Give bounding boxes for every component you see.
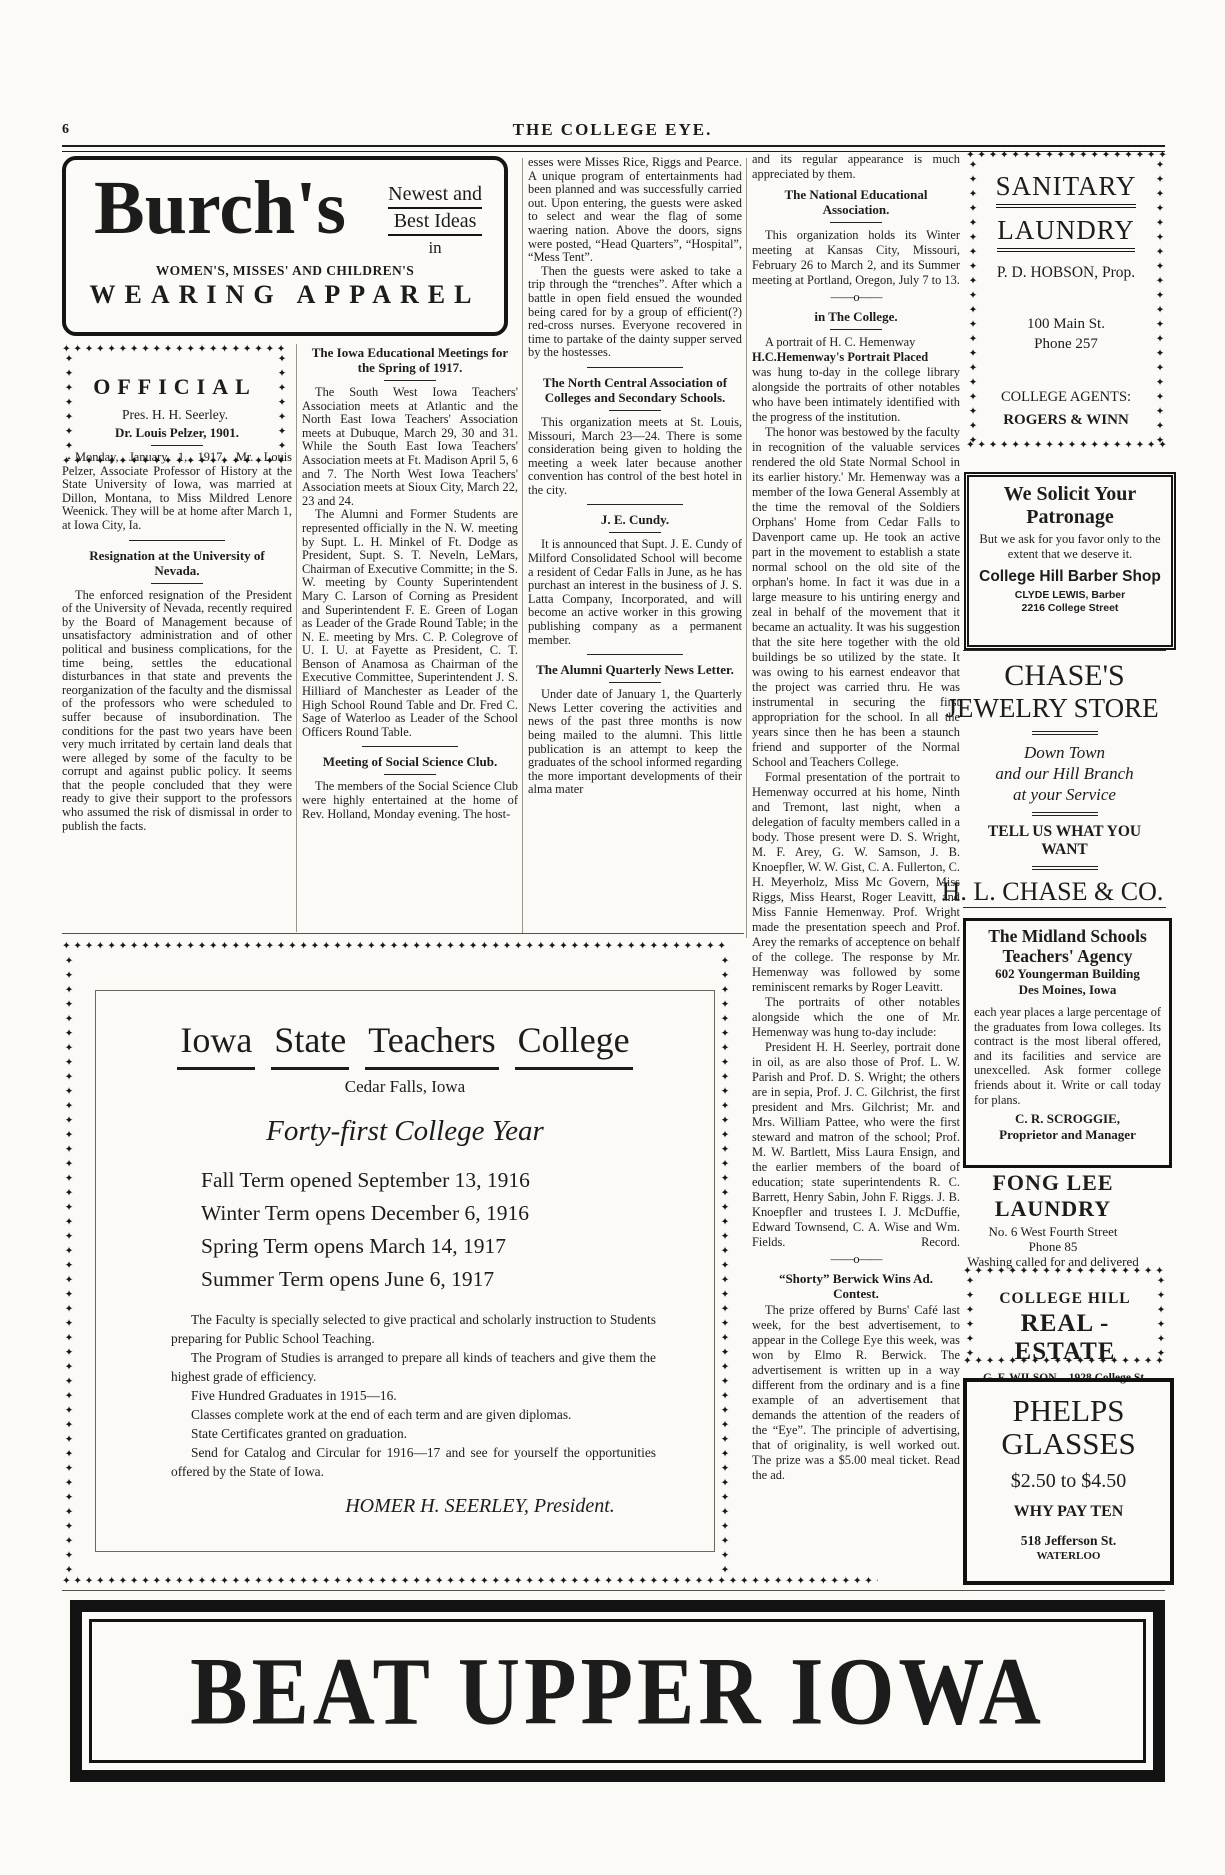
barber-name: CLYDE LEWIS, Barber: [1014, 589, 1126, 601]
burchs-tag-line1: Newest and: [388, 182, 482, 209]
barber-body: But we ask for you favor only to the extent that we deserve it.: [979, 532, 1161, 561]
title-word: College: [515, 1020, 633, 1070]
diamond-border-icon: [1154, 1275, 1167, 1359]
chases-tell-line: TELL US WHAT YOU WANT: [987, 823, 1142, 858]
article-heading: The North Central Association of Colleges and Secondary Schools.: [542, 374, 728, 405]
diamond-border-icon: [718, 955, 731, 1577]
masthead-title: THE COLLEGE EYE.: [512, 120, 713, 139]
divider: [609, 682, 661, 683]
chases-tag2: and our Hill Branch: [995, 764, 1134, 783]
article-text: was hung to-day in the college library alongside the portraits of other notables who have been intimately identified with the progress of the institution.: [752, 365, 960, 424]
sanitary-laundry-ad: [966, 150, 1166, 452]
article-paragraph: and its regular appearance is much appreciated by them.: [752, 152, 960, 181]
burchs-ad-subline: WOMEN'S, MISSES' AND CHILDREN'S: [155, 263, 415, 278]
barber-shop-ad: [964, 472, 1176, 650]
divider: [587, 654, 683, 655]
article-paragraph: The South West Iowa Teachers' Association meets at Atlantic and the North East Iowa Teachers' Association meets at Dubuque, March 29, 30 and 31. While the South East Iowa Teachers' Association meets at Ft. Madison April 5, 6 and 7. The North West Iowa Teachers' Association meets at Sioux City, March 22, 23 and 24.: [302, 385, 518, 508]
teachers-college-year: Forty-first College Year: [266, 1115, 544, 1147]
phelps-line2: GLASSES: [1001, 1426, 1136, 1461]
ad-paragraph: Five Hundred Graduates in 1915—16.: [191, 1388, 397, 1403]
ad-paragraph: The Faculty is specially selected to give practical and scholarly instruction to Students preparing for Public School Teaching.: [171, 1312, 656, 1346]
diamond-border-icon: [963, 1275, 976, 1359]
real-estate-line1: COLLEGE HILL: [999, 1290, 1131, 1307]
article-heading: Meeting of Social Science Club.: [322, 754, 498, 770]
article-paragraph: esses were Misses Rice, Riggs and Pearce. A unique program of entertainments had been planned and was successfully carried out. Upon entering, the guests were asked to select and wear the flag of some waering nation. Above the doors, signs were posted, “Head Quarters”, “Hospital”, “Mess Tent”.: [528, 155, 742, 265]
burchs-tag-line3: in: [428, 238, 442, 257]
phelps-glasses-ad: [963, 1378, 1174, 1585]
article-paragraph: The enforced resignation of the President of the University of Nevada, recently required by the Board of Management because of unsatisfactory administration and of other political and business complications, for the time being, settles the educational disturbances in that state and prevents the reorganization of the faculty and the dismissal of the professors who were scheduled to suffer because of insubordination. The conditions for the past two years have been very much irritated by certain land deals that were alleged by some of the faculty to be corrupt and against public policy. It seems that the people concluded that they were ready to give their support to the professors who assumed the risk of dismissal in order to publish the facts.: [62, 587, 292, 833]
teachers-college-signature: [96, 1495, 714, 1518]
gutter-rule: [522, 158, 523, 934]
chases-company: H. L. CHASE & CO.: [941, 877, 1164, 906]
official-title: OFFICIAL: [93, 374, 257, 399]
article-heading: Resignation at the University of Nevada.: [89, 547, 265, 578]
midland-address2: Des Moines, Iowa: [1018, 982, 1117, 997]
beat-upper-iowa-banner: [70, 1600, 1165, 1782]
signature-title: President.: [528, 1495, 615, 1517]
title-word: Teachers: [365, 1020, 498, 1070]
diamond-border-icon: [1153, 159, 1166, 443]
phelps-price: $2.50 to $4.50: [1010, 1470, 1127, 1492]
fong-lee-tag: Washing called for and delivered: [967, 1254, 1139, 1269]
fong-lee-address: No. 6 West Fourth Street: [988, 1224, 1118, 1239]
midland-address1: 602 Youngerman Building: [995, 966, 1140, 981]
chases-tag1: Down Town: [1023, 743, 1106, 762]
divider: [609, 532, 661, 533]
article-heading: Dr. Louis Pelzer, 1901.: [115, 425, 239, 440]
barber-shop-name: College Hill Barber Shop: [979, 568, 1161, 585]
chases-ad: [941, 650, 1166, 908]
divider: [129, 540, 225, 541]
midland-owner-title: Proprietor and Manager: [999, 1127, 1136, 1143]
chases-name1: CHASE'S: [1004, 659, 1125, 692]
term-line: Fall Term opened September 13, 1916: [201, 1168, 530, 1192]
ad-paragraph: State Certificates granted on graduation.: [191, 1426, 408, 1441]
diamond-border-icon: [966, 159, 979, 443]
barber-title-line1: We Solicit Your: [1003, 483, 1137, 505]
teachers-college-location: Cedar Falls, Iowa: [344, 1077, 466, 1096]
page-number: 6: [62, 122, 69, 137]
article-paragraph: The honor was bestowed by the faculty in recognition of the valuable services rendered the old State Normal School in its earlier history.' Mr. Hemenway was a member of the Iowa General Assembly at the time the removal of the Soldiers Orphans' Home from Cedar Falls to Davenport came up. He took an active part in the movement to establish a state normal school on the old site of the orphan's home. In fact it was due in a large measure to his untiring energy and zeal in behalf of the movement that it became an actuality. It was his suggestion that the site here together with the old buildings be so utilized by the state. It was owing to his earnest endeavor that the project was carried thru. He was instrumental in securing the first appropriation for the school. In all the years since then he has been a staunch friend and supporter of the Normal School and Teachers College.: [752, 425, 960, 769]
article-paragraph: The Alumni and Former Students are represented officially in the N. W. meeting by Supt. L. H. Minkel of Ft. Dodge as President, Supt. S. T. Neveln, LeMars, Chairman of Executive Committe; in the S. W. meeting by County Superintendent Mary C. Larson of Corning as President and Superintendent F. E. Green of Logan as Leader of the Grade Round Table; in the N. E. meeting by Mrs. C. P. Colegrove of U. I. U. at Fayette as President, C. T. Benson of Anamosa as Chairman of the Executive Committee, Superintendent J. S. Hilliard of Manchester as Leader of the High School Round Table and Dr. Fred C. Sage of Waterloo as Leader of the School Officers Round Table.: [302, 507, 518, 739]
article-heading: “Shorty” Berwick Wins Ad. Contest.: [778, 1271, 934, 1301]
real-estate-agent: G. F. WILSON: [983, 1372, 1057, 1384]
fong-lee-name: FONG LEE LAUNDRY: [992, 1170, 1114, 1221]
article-paragraph: The portraits of other notables alongside which the one of Mr. Hemenway was hung to-day include:: [752, 995, 960, 1039]
signature-name: HOMER H. SEERLEY,: [345, 1495, 529, 1517]
title-word: Iowa: [177, 1020, 255, 1070]
article-heading: J. E. Cundy.: [600, 512, 670, 528]
gutter-rule: [296, 344, 297, 932]
article-paragraph: Then the guests were asked to take a trip through the “trenches”. After which a battle in open field ensued the wounded being cared for by a group of efficient(?) red-cross nurses. Everyone recovered in time to partake of the dainty supper served by the hostesses.: [528, 263, 742, 360]
article-text: President H. H. Seerley, portrait done in oil, as are also those of Prof. L. W. Parish and Prof. D. S. Wright; the others are in sepia, Prof. J. C. Gilchrist, the first president and Mrs. Gilchrist; Mr. and Mrs. William Pattee, who were the first steward and matron of the school; Prof. M. W. Bartlett, Miss Laura Ensign, and the earlier members of the board of education; state superintendents R. C. Barrett, Henry Sabin, John F. Riggs. J. B. Knoepfler and trustees I. J. McDuffie, Edward Townsend, C. A. Wise and Wm. Fields.: [752, 1040, 960, 1249]
title-word: State: [271, 1020, 349, 1070]
midland-agency-ad: [963, 918, 1172, 1168]
diamond-border-icon: [966, 440, 1166, 452]
article-paragraph: [752, 335, 960, 425]
barber-title-line2: Patronage: [1026, 506, 1114, 528]
article-text: A portrait of H. C. Hemenway: [765, 335, 916, 349]
article-heading: in The College.: [814, 309, 898, 324]
article-paragraph: Formal presentation of the portrait to Hemenway occurred at his home, Ninth and Tremont, last night, when a delegation of faculty members called in a body. Those present were D. S. Wright, M. F. Arey, G. W. Samson, J. B. Knoepfler, W. W. Gist, C. A. Fullerton, C. H. Meyerholz, Miss Mc Govern, Miss Riggs, Miss Hearst, Roger Leavitt, and Miss Fannie Hemenway. Prof. Wright made the presentation speech and Prof. Arey the remarks of acceptence on behalf of the college. The response by Mr. Hemenway was followed by some reminiscent remarks by Roger Leavitt.: [752, 770, 960, 994]
divider: [830, 222, 882, 223]
real-estate-line2: REAL - ESTATE: [1014, 1310, 1116, 1365]
article-heading: The Iowa Educational Meetings for the Spring of 1917.: [311, 345, 509, 375]
midland-owner: C. R. SCROGGIE,: [1014, 1111, 1121, 1127]
teachers-college-ad: [95, 990, 715, 1552]
banner-text: BEAT UPPER IOWA: [190, 1637, 1045, 1745]
column-2: [302, 340, 518, 821]
ad-paragraph: Classes complete work at the end of each term and are given diplomas.: [191, 1407, 572, 1422]
divider: [587, 504, 683, 505]
real-estate-ad: [963, 1266, 1167, 1384]
term-line: Summer Term opens June 6, 1917: [201, 1267, 495, 1291]
diamond-border-icon: [62, 955, 75, 1577]
divider: [1032, 866, 1098, 870]
burchs-ad-headline: WEARING APPAREL: [89, 280, 481, 309]
article-bold-line: H.C.Hemenway's Portrait Placed: [752, 350, 929, 364]
divider: [151, 583, 203, 584]
section-rule: [62, 1590, 1165, 1591]
divider: [587, 367, 683, 368]
real-estate-content: [979, 1280, 1151, 1384]
diamond-border-icon: [62, 1576, 878, 1588]
article-paragraph: Monday, January 1, 1917, Mr. Louis Pelzer, Associate Professor of History at the State University of Iowa, was married at Dillon, Montana, to Miss Mildred Lenore Weenick. They will be at home after March 1, at Iowa City, Ia.: [62, 450, 292, 532]
article-paragraph: The prize offered by Burns' Café last week, for the best advertisement, to appear in the College Eye this week, was won by Elmo R. Berwick. The advertisement is written up in a way different from the ordinary and is a fine example of an advertisement that demands the attention of the readers of the “Eye”. The principle of advertising, that of originality, is well worked out. The prize was a $5.00 meal ticket. Read the ad.: [752, 1303, 960, 1482]
column-4: [752, 152, 960, 1483]
article-paragraph: [752, 1040, 960, 1250]
article-heading: The National Educational Association.: [784, 187, 928, 217]
sanitary-agents-label: COLLEGE AGENTS:: [1000, 389, 1132, 405]
burchs-ad-top: [66, 160, 504, 260]
phelps-address: 518 Jefferson St.: [1020, 1533, 1117, 1548]
burchs-ad: [62, 156, 508, 336]
divider: [384, 774, 436, 775]
sanitary-proprietor: P. D. HOBSON, Prop.: [996, 264, 1136, 281]
divider: [362, 746, 458, 747]
sanitary-laundry-content: [982, 164, 1150, 438]
article-paragraph: It is announced that Supt. J. E. Cundy of Milford Consolidated School will become a resident of Cedar Falls in June, as he has purchast an interest in the business of J. S. Latta Company, Incorporated, and will become an active worker in this growing publishing company as a permanent member.: [528, 537, 742, 647]
barber-address: 2216 College Street: [1021, 602, 1119, 614]
banner-inner-border: [89, 1619, 1146, 1763]
chases-tag3: at your Service: [1013, 785, 1116, 804]
phelps-line1: PHELPS: [1012, 1393, 1125, 1428]
divider: [609, 410, 661, 411]
article-paragraph: This organization meets at St. Louis, Missouri, March 23—24. There is some consideration being given to holding the meeting a week later because another convention has control of the best hotel in the city.: [528, 414, 742, 497]
real-estate-address: 1928 College St.: [1068, 1372, 1147, 1384]
phelps-city: WATERLOO: [1036, 1550, 1101, 1562]
sanitary-address: 100 Main St.: [1027, 316, 1105, 332]
article-credit: Record.: [921, 1235, 960, 1249]
column-1: [62, 420, 292, 833]
official-subtitle: Pres. H. H. Seerley.: [122, 407, 228, 422]
sanitary-line1: SANITARY: [996, 171, 1137, 208]
diamond-border-icon: [966, 150, 1166, 162]
diamond-border-icon: [62, 344, 288, 356]
column-3: [528, 156, 742, 797]
ad-paragraph: Send for Catalog and Circular for 1916—17 and see for yourself the opportunities offered by the State of Iowa.: [171, 1445, 656, 1479]
fong-lee-phone: Phone 85: [1028, 1239, 1078, 1254]
divider: [384, 380, 436, 381]
o-divider: ——o——: [830, 290, 882, 304]
article-paragraph: Under date of January 1, the Quarterly News Letter covering the activities and news of the past three months is now being mailed to the alumni. This little publication is an attempt to keep the graduates of the school informed regarding the more important developments of their alma mater: [528, 687, 742, 797]
divider: [1032, 812, 1098, 816]
divider: [1032, 731, 1098, 735]
teachers-college-terms: [201, 1164, 714, 1296]
sanitary-agents: ROGERS & WINN: [1003, 412, 1129, 428]
midland-body: each year places a large percentage of the graduates from Iowa colleges. Its contract is the most liberal offered, and its facilities and service are unexcelled. Ask former college friends about it. Write or call today for plans.: [974, 1005, 1161, 1107]
divider: [151, 445, 203, 446]
teachers-college-title: [96, 1019, 714, 1061]
sanitary-line2: LAUNDRY: [997, 215, 1135, 252]
gutter-rule: [746, 158, 747, 938]
diamond-border-icon: [62, 941, 730, 953]
article-heading: The Alumni Quarterly News Letter.: [536, 662, 734, 678]
ad-paragraph: The Program of Studies is arranged to prepare all kinds of teachers and give them the highest grade of efficiency.: [171, 1350, 656, 1384]
divider: [830, 329, 882, 330]
article-paragraph: This organization holds its Winter meeting at Kansas City, Missouri, February 26 to March 2, and its Summer meeting at Portland, Oregon, July 7 to 13.: [752, 228, 960, 287]
diamond-border-icon: [963, 1266, 1167, 1278]
midland-title2: Teachers' Agency: [1002, 946, 1133, 966]
fong-lee-laundry-ad: [938, 1170, 1168, 1269]
sanitary-phone: Phone 257: [1034, 336, 1098, 352]
midland-title1: The Midland Schools: [988, 926, 1147, 946]
term-line: Spring Term opens March 14, 1917: [201, 1234, 507, 1258]
term-line: Winter Term opens December 6, 1916: [201, 1201, 529, 1225]
article-paragraph: The members of the Social Science Club were highly entertained at the home of Rev. Holland, Monday evening. The host-: [302, 779, 518, 821]
section-rule: [62, 933, 744, 934]
phelps-tag: WHY PAY TEN: [1013, 1503, 1124, 1520]
burchs-tag-line2: Best Ideas: [388, 209, 482, 236]
chases-name2: JEWELRY STORE: [946, 693, 1159, 723]
burchs-ad-name: Burch's: [94, 166, 347, 250]
burchs-ad-tagline: [388, 170, 482, 260]
o-divider: ——o——: [830, 1252, 882, 1266]
